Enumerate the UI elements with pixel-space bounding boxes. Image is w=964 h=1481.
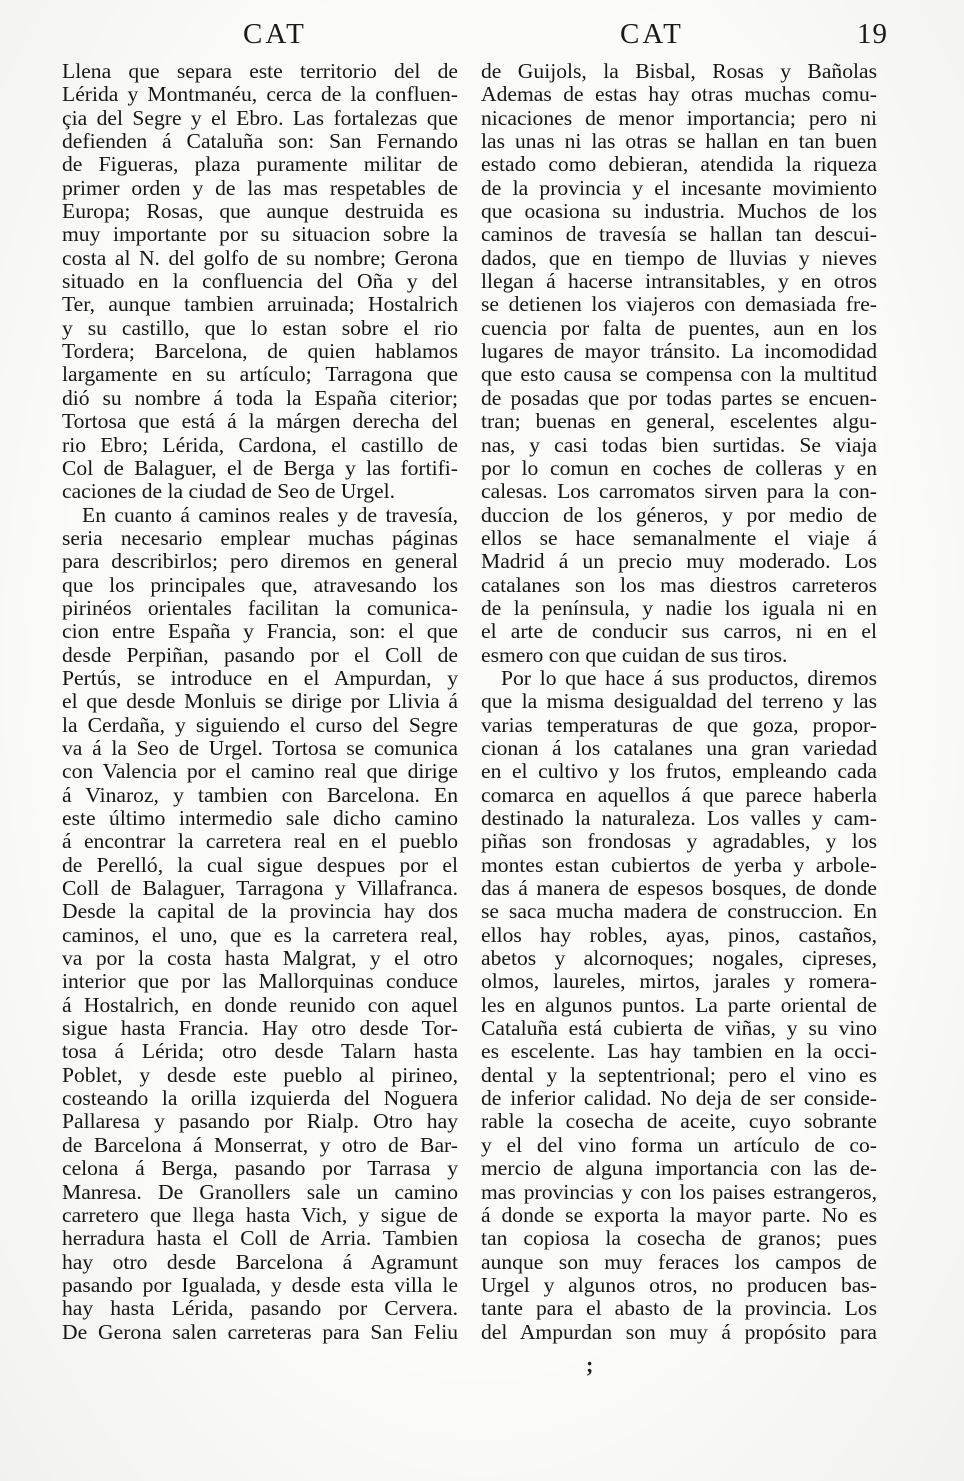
text-line: estado como debieran, atendida la riqueza [481, 152, 877, 177]
text-line: varias temperaturas de que goza, propor- [481, 712, 877, 737]
text-line: les en algunos puntos. La parte oriental de [481, 992, 877, 1017]
text-line: costa al N. del golfo de su nombre; Gerona [62, 245, 458, 270]
text-line: la Cerdaña, y siguiendo el curso del Segre [62, 712, 458, 737]
text-line: de Barcelona á Monserrat, y otro de Bar- [62, 1132, 458, 1157]
text-line: que los principales que, atravesando los [62, 572, 458, 597]
text-line: muy importante por su situacion sobre la [62, 222, 458, 247]
text-line: tante para el abasto de la provincia. Los [481, 1296, 877, 1321]
text-line: de posadas que por todas partes se encuen- [481, 385, 877, 410]
text-line: De Gerona salen carreteras para San Feliu [62, 1319, 458, 1344]
text-line: se saca mucha madera de construccion. En [481, 899, 877, 924]
text-line: Lérida y Montmanéu, cerca de la confluen- [62, 82, 458, 107]
text-line: lugares de mayor tránsito. La incomodidad [481, 339, 877, 364]
text-line: hay hasta Lérida, pasando por Cervera. [62, 1296, 458, 1321]
text-line: Tordera; Barcelona, de quien hablamos [62, 339, 458, 364]
text-line: á Hostalrich, en donde reunido con aquel [62, 992, 458, 1017]
running-head-right: CAT [620, 18, 684, 50]
text-line: costeando la orilla izquierda del Noguera [62, 1086, 458, 1111]
text-line: en el cultivo y los frutos, empleando cada [481, 759, 877, 784]
text-line: tan copiosa la cosecha de granos; pues [481, 1226, 877, 1251]
text-line: de la península, y nadie los iguala ni en [481, 595, 877, 620]
text-line: duccion de los géneros, y por medio de [481, 502, 877, 527]
text-line: Pallaresa y pasando por Rialp. Otro hay [62, 1109, 458, 1134]
text-line: Ademas de estas hay otras muchas comu- [481, 82, 877, 107]
text-line: de inferior calidad. No deja de ser conside- [481, 1086, 877, 1111]
text-line: dental y la septentrional; pero el vino es [481, 1062, 877, 1087]
text-line: esmero con que cuidan de sus tiros. [481, 642, 788, 667]
text-line: caminos, el uno, que es la carretera real, [62, 922, 458, 947]
running-head-left: CAT [243, 18, 307, 50]
text-line: va á la Seo de Urgel. Tortosa se comunica [62, 735, 458, 760]
text-line: Urgel y algunos otros, no producen bas- [481, 1272, 877, 1297]
text-line: que la misma desigualdad del terreno y las [481, 689, 877, 714]
text-line: defienden á Cataluña son: San Fernando [62, 129, 458, 154]
text-line: Madrid á un precio muy moderado. Los [481, 549, 877, 574]
text-line: rio Ebro; Lérida, Cardona, el castillo de [62, 432, 458, 457]
text-line: Poblet, y desde este pueblo al pirineo, [62, 1062, 458, 1087]
text-line: de Guijols, la Bisbal, Rosas y Bañolas [481, 59, 877, 83]
text-line: es escelente. Las hay tambien en la occi- [481, 1039, 877, 1064]
text-line: calesas. Los carromatos sirven para la con- [481, 479, 877, 504]
text-line: herradura hasta el Coll de Arria. Tambien [62, 1226, 458, 1251]
text-line: situado en la confluencia del Oña y del [62, 269, 458, 294]
text-line: catalanes son los mas diestros carreteros [481, 572, 877, 597]
text-line: tran; buenas en general, escelentes algu- [481, 409, 877, 434]
text-line: el arte de conducir sus carros, ni en el [481, 619, 877, 644]
text-line: comarca en aquellos á que parece haberla [481, 782, 877, 807]
text-line: Cataluña está cubierta de viñas, y su vino [481, 1016, 877, 1041]
text-line: aunque son muy feraces los campos de [481, 1249, 877, 1274]
text-line: con Valencia por el camino real que dirige [62, 759, 458, 784]
text-line: montes estan cubiertos de yerba y arbole- [481, 852, 877, 877]
text-line: de Figueras, plaza puramente militar de [62, 152, 458, 177]
text-line: Ter, aunque tambien arruinada; Hostalrich [62, 292, 458, 317]
text-line: celona á Berga, pasando por Tarrasa y [62, 1156, 458, 1181]
text-line: destinado la naturaleza. Los valles y cam- [481, 806, 877, 830]
text-line: das á manera de espesos bosques, de donde [481, 876, 877, 901]
text-line: y el del vino forma un artículo de co- [481, 1132, 877, 1157]
text-line: caminos de travesía se hallan tan descui- [481, 222, 877, 247]
text-line: rable la cosecha de aceite, cuyo sobrante [481, 1109, 877, 1134]
text-line: se detienen los viajeros con demasiada fre- [481, 292, 877, 317]
text-line: de Perelló, la cual sigue despues por el [62, 852, 458, 877]
text-line: En cuanto á caminos reales y de travesía, [82, 502, 458, 527]
left-text-column [62, 60, 458, 1344]
text-line: seria necesario emplear muchas páginas [62, 525, 458, 550]
signature-mark: ; [586, 1352, 594, 1377]
text-line: nicaciones de menor importancia; pero ni [481, 105, 877, 130]
text-line: primer orden y de las mas respetables de [62, 175, 458, 200]
text-line: Europa; Rosas, que aunque destruida es [62, 199, 458, 224]
text-line: por lo comun en coches de colleras y en [481, 455, 877, 480]
text-line: Coll de Balaguer, Tarragona y Villafranca. [62, 876, 458, 901]
text-line: Llena que separa este territorio del de [62, 59, 458, 83]
text-line: mercio de alguna importancia con las de- [481, 1156, 877, 1181]
text-line: cionan á los catalanes una gran variedad [481, 735, 877, 760]
text-line: llegan á hacerse intransitables, y en otros [481, 269, 877, 294]
text-line: á Vinaroz, y tambien con Barcelona. En [62, 782, 458, 807]
text-line: el que desde Monluis se dirige por Llivia á [62, 689, 458, 714]
text-line: nas, y casi todas bien surtidas. Se viaja [481, 432, 877, 457]
text-line: y su castillo, que lo estan sobre el rio [62, 315, 458, 340]
text-line: que ocasiona su industria. Muchos de los [481, 199, 877, 224]
text-line: para describirlos; pero diremos en general [62, 549, 458, 574]
right-text-column [481, 60, 877, 1344]
text-line: dió su nombre á toda la España citerior; [62, 385, 458, 410]
text-line: ellos hay robles, ayas, pinos, castaños, [481, 922, 877, 947]
text-line: de la provincia y el incesante movimiento [481, 175, 877, 200]
text-line: ellos se hace semanalmente el viaje á [481, 525, 877, 550]
text-line: tosa á Lérida; otro desde Talarn hasta [62, 1039, 458, 1064]
text-line: las unas ni las otras se hallan en tan buen [481, 129, 877, 154]
text-line: abetos y alcornoques; nogales, cipreses, [481, 946, 877, 971]
text-line: piñas son frondosas y agradables, y los [481, 829, 877, 854]
text-line: á encontrar la carretera real en el pueblo [62, 829, 458, 854]
text-line: cion entre España y Francia, son: el que [62, 619, 458, 644]
text-line: Manresa. De Granollers sale un camino [62, 1179, 458, 1204]
text-line: çia del Segre y el Ebro. Las fortalezas que [62, 105, 458, 130]
text-line: largamente en su artículo; Tarragona que [62, 362, 458, 387]
text-line: del Ampurdan son muy á propósito para [481, 1319, 877, 1344]
text-line: mas provincias y con los paises estrangeros, [481, 1179, 877, 1204]
text-line: dados, que en tiempo de lluvias y nieves [481, 245, 877, 270]
text-line: á donde se exporta la mayor parte. No es [481, 1202, 877, 1227]
text-line: Pertús, se introduce en el Ampurdan, y [62, 665, 458, 690]
text-line: pasando por Igualada, y desde esta villa le [62, 1272, 458, 1297]
text-line: este último intermedio sale dicho camino [62, 806, 458, 830]
text-line: desde Perpiñan, pasando por el Coll de [62, 642, 458, 667]
text-line: Tortosa que está á la márgen derecha del [62, 409, 458, 434]
text-line: olmos, laureles, mirtos, jarales y romera- [481, 969, 877, 994]
text-line: Por lo que hace á sus productos, diremos [501, 665, 877, 690]
text-line: pirinéos orientales facilitan la comunica- [62, 595, 458, 620]
text-line: interior que por las Mallorquinas conduce [62, 969, 458, 994]
text-line: sigue hasta Francia. Hay otro desde Tor- [62, 1016, 458, 1041]
text-line: hay otro desde Barcelona á Agramunt [62, 1249, 458, 1274]
text-line: que esto causa se compensa con la multitud [481, 362, 877, 387]
text-line: va por la costa hasta Malgrat, y el otro [62, 946, 458, 971]
text-line: cuencia por falta de puentes, aun en los [481, 315, 877, 340]
text-line: carretero que llega hasta Vich, y sigue de [62, 1202, 458, 1227]
text-line: caciones de la ciudad de Seo de Urgel. [62, 479, 395, 504]
text-line: Desde la capital de la provincia hay dos [62, 899, 458, 924]
page-number: 19 [857, 18, 888, 50]
text-line: Col de Balaguer, el de Berga y las fortifi- [62, 455, 458, 480]
